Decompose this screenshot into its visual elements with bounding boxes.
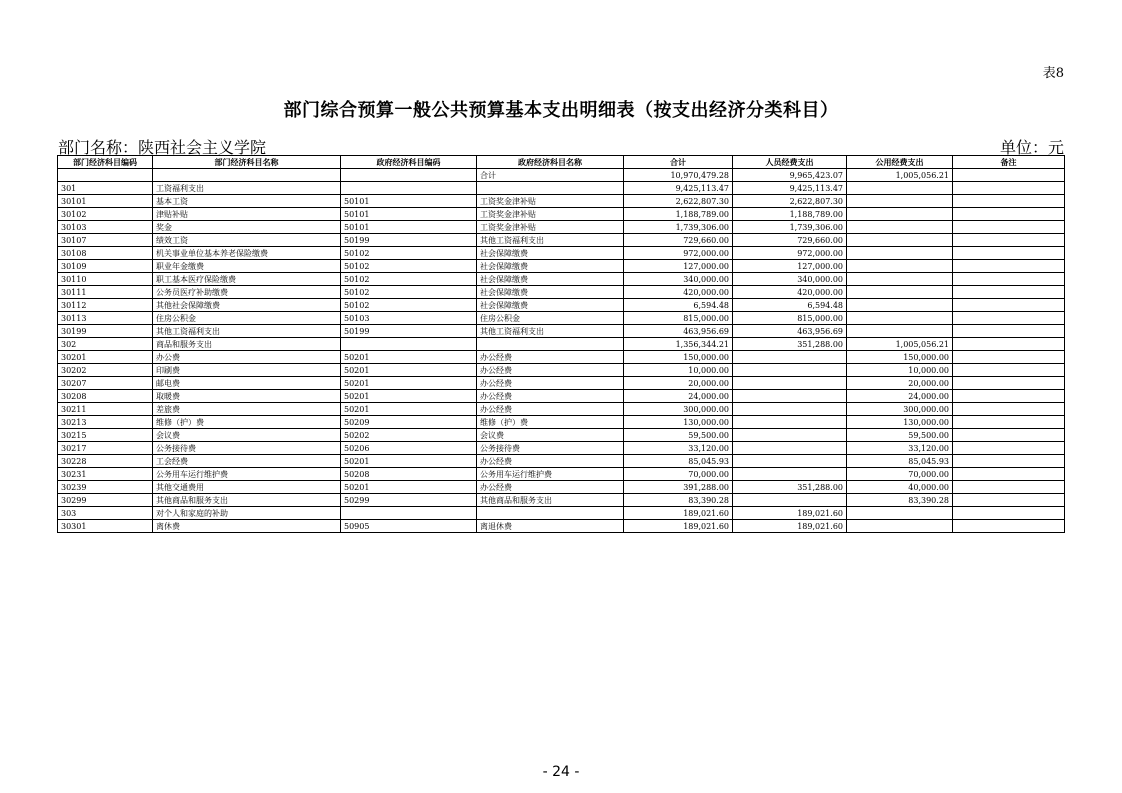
cell-gov-code: 50201	[341, 377, 477, 390]
cell-gov-code: 50201	[341, 351, 477, 364]
table-row	[58, 338, 1065, 351]
cell-public	[847, 208, 953, 221]
budget-table	[57, 155, 1065, 533]
cell-total: 1,739,306.00	[624, 221, 733, 234]
cell-total: 189,021.60	[624, 507, 733, 520]
col-header-gov-code: 政府经济科目编码	[341, 156, 477, 169]
cell-gov-code: 50201	[341, 455, 477, 468]
cell-total: 2,622,807.30	[624, 195, 733, 208]
cell-dept-name: 机关事业单位基本养老保险缴费	[153, 247, 341, 260]
cell-public	[847, 273, 953, 286]
cell-gov-name: 社会保障缴费	[477, 260, 624, 273]
cell-gov-code	[341, 338, 477, 351]
col-header-gov-name: 政府经济科目名称	[477, 156, 624, 169]
cell-gov-name: 工资奖金津补贴	[477, 195, 624, 208]
cell-gov-name: 办公经费	[477, 390, 624, 403]
cell-gov-code	[341, 507, 477, 520]
cell-gov-code: 50202	[341, 429, 477, 442]
col-header-public: 公用经费支出	[847, 156, 953, 169]
cell-dept-name: 商品和服务支出	[153, 338, 341, 351]
cell-dept-code: 30202	[58, 364, 153, 377]
cell-personnel: 340,000.00	[733, 273, 847, 286]
cell-total: 10,970,479.28	[624, 169, 733, 182]
cell-dept-name: 差旅费	[153, 403, 341, 416]
cell-personnel	[733, 390, 847, 403]
cell-gov-code: 50199	[341, 325, 477, 338]
cell-dept-code: 30199	[58, 325, 153, 338]
table-row	[58, 416, 1065, 429]
cell-dept-name: 绩效工资	[153, 234, 341, 247]
cell-note	[953, 325, 1065, 338]
cell-public	[847, 312, 953, 325]
cell-gov-name: 工资奖金津补贴	[477, 208, 624, 221]
cell-dept-name: 离休费	[153, 520, 341, 533]
cell-note	[953, 494, 1065, 507]
col-header-personnel: 人员经费支出	[733, 156, 847, 169]
cell-dept-code: 30201	[58, 351, 153, 364]
col-header-note: 备注	[953, 156, 1065, 169]
cell-personnel	[733, 351, 847, 364]
cell-note	[953, 442, 1065, 455]
cell-gov-name: 办公经费	[477, 455, 624, 468]
cell-public	[847, 299, 953, 312]
cell-gov-code: 50209	[341, 416, 477, 429]
cell-note	[953, 416, 1065, 429]
cell-personnel: 9,425,113.47	[733, 182, 847, 195]
cell-note	[953, 390, 1065, 403]
cell-note	[953, 273, 1065, 286]
cell-public	[847, 195, 953, 208]
table-number: 表8	[1042, 66, 1064, 81]
cell-gov-code: 50101	[341, 195, 477, 208]
cell-total: 20,000.00	[624, 377, 733, 390]
cell-dept-code: 30217	[58, 442, 153, 455]
cell-dept-code: 301	[58, 182, 153, 195]
cell-public	[847, 286, 953, 299]
cell-dept-code: 30111	[58, 286, 153, 299]
cell-total: 1,188,789.00	[624, 208, 733, 221]
cell-dept-code: 30101	[58, 195, 153, 208]
cell-gov-name: 住房公积金	[477, 312, 624, 325]
cell-total: 6,594.48	[624, 299, 733, 312]
cell-dept-code: 30239	[58, 481, 153, 494]
cell-note	[953, 364, 1065, 377]
table-row	[58, 286, 1065, 299]
cell-public: 300,000.00	[847, 403, 953, 416]
cell-note	[953, 208, 1065, 221]
table-row	[58, 507, 1065, 520]
cell-gov-name	[477, 182, 624, 195]
cell-personnel: 463,956.69	[733, 325, 847, 338]
cell-dept-name: 邮电费	[153, 377, 341, 390]
cell-total: 127,000.00	[624, 260, 733, 273]
cell-gov-name: 其他商品和服务支出	[477, 494, 624, 507]
cell-gov-code: 50102	[341, 260, 477, 273]
cell-total: 9,425,113.47	[624, 182, 733, 195]
cell-total: 189,021.60	[624, 520, 733, 533]
cell-public: 33,120.00	[847, 442, 953, 455]
cell-public: 70,000.00	[847, 468, 953, 481]
cell-personnel: 9,965,423.07	[733, 169, 847, 182]
cell-total: 420,000.00	[624, 286, 733, 299]
cell-dept-code: 30113	[58, 312, 153, 325]
cell-personnel: 189,021.60	[733, 507, 847, 520]
cell-dept-name: 其他社会保障缴费	[153, 299, 341, 312]
cell-gov-code	[341, 169, 477, 182]
cell-gov-name: 办公经费	[477, 403, 624, 416]
cell-gov-name: 合计	[477, 169, 624, 182]
cell-dept-name: 公务接待费	[153, 442, 341, 455]
cell-note	[953, 312, 1065, 325]
cell-gov-code: 50103	[341, 312, 477, 325]
cell-gov-code: 50201	[341, 390, 477, 403]
cell-personnel: 2,622,807.30	[733, 195, 847, 208]
cell-total: 1,356,344.21	[624, 338, 733, 351]
cell-dept-name: 职工基本医疗保险缴费	[153, 273, 341, 286]
cell-gov-name: 维修（护）费	[477, 416, 624, 429]
table-row	[58, 234, 1065, 247]
cell-public: 24,000.00	[847, 390, 953, 403]
cell-dept-name: 维修（护）费	[153, 416, 341, 429]
cell-dept-code: 30213	[58, 416, 153, 429]
cell-total: 340,000.00	[624, 273, 733, 286]
cell-dept-code: 30215	[58, 429, 153, 442]
cell-personnel	[733, 442, 847, 455]
table-row	[58, 325, 1065, 338]
cell-total: 59,500.00	[624, 429, 733, 442]
page-title: 部门综合预算一般公共预算基本支出明细表（按支出经济分类科目）	[283, 100, 839, 121]
table-row	[58, 169, 1065, 182]
cell-total: 83,390.28	[624, 494, 733, 507]
cell-dept-code: 30109	[58, 260, 153, 273]
cell-total: 463,956.69	[624, 325, 733, 338]
cell-gov-code: 50201	[341, 364, 477, 377]
cell-note	[953, 182, 1065, 195]
cell-personnel	[733, 377, 847, 390]
cell-gov-name: 其他工资福利支出	[477, 234, 624, 247]
cell-gov-name: 会议费	[477, 429, 624, 442]
cell-note	[953, 247, 1065, 260]
cell-dept-name: 奖金	[153, 221, 341, 234]
cell-gov-name: 办公经费	[477, 481, 624, 494]
cell-dept-code: 30108	[58, 247, 153, 260]
table-row	[58, 442, 1065, 455]
cell-note	[953, 338, 1065, 351]
cell-total: 70,000.00	[624, 468, 733, 481]
cell-note	[953, 351, 1065, 364]
cell-personnel: 1,739,306.00	[733, 221, 847, 234]
table-row	[58, 468, 1065, 481]
cell-dept-name: 其他交通费用	[153, 481, 341, 494]
table-row	[58, 221, 1065, 234]
table-row	[58, 364, 1065, 377]
table-row	[58, 182, 1065, 195]
cell-gov-name: 社会保障缴费	[477, 286, 624, 299]
cell-dept-code: 30208	[58, 390, 153, 403]
table-row	[58, 312, 1065, 325]
cell-public	[847, 520, 953, 533]
cell-note	[953, 260, 1065, 273]
cell-dept-name: 会议费	[153, 429, 341, 442]
cell-gov-name: 办公经费	[477, 351, 624, 364]
cell-public: 20,000.00	[847, 377, 953, 390]
cell-personnel	[733, 468, 847, 481]
table-row	[58, 208, 1065, 221]
cell-total: 972,000.00	[624, 247, 733, 260]
cell-personnel: 351,288.00	[733, 481, 847, 494]
cell-public: 150,000.00	[847, 351, 953, 364]
cell-dept-name: 对个人和家庭的补助	[153, 507, 341, 520]
table-row	[58, 195, 1065, 208]
cell-note	[953, 429, 1065, 442]
table-row	[58, 377, 1065, 390]
cell-note	[953, 468, 1065, 481]
cell-dept-code: 30103	[58, 221, 153, 234]
cell-dept-name: 取暖费	[153, 390, 341, 403]
cell-gov-code: 50206	[341, 442, 477, 455]
cell-gov-code: 50208	[341, 468, 477, 481]
cell-personnel: 972,000.00	[733, 247, 847, 260]
cell-personnel: 189,021.60	[733, 520, 847, 533]
cell-public	[847, 260, 953, 273]
cell-gov-code: 50201	[341, 403, 477, 416]
cell-dept-name: 印刷费	[153, 364, 341, 377]
cell-dept-name: 公务员医疗补助缴费	[153, 286, 341, 299]
table-row	[58, 273, 1065, 286]
cell-gov-code: 50201	[341, 481, 477, 494]
cell-public: 1,005,056.21	[847, 169, 953, 182]
cell-public	[847, 182, 953, 195]
table-row	[58, 351, 1065, 364]
cell-personnel	[733, 429, 847, 442]
cell-public	[847, 247, 953, 260]
cell-dept-code: 30207	[58, 377, 153, 390]
cell-total: 150,000.00	[624, 351, 733, 364]
cell-dept-code: 30112	[58, 299, 153, 312]
table-header-row	[58, 156, 1065, 169]
page-number: - 24 -	[542, 764, 580, 780]
col-header-dept-code: 部门经济科目编码	[58, 156, 153, 169]
cell-public	[847, 507, 953, 520]
cell-public: 1,005,056.21	[847, 338, 953, 351]
cell-gov-code: 50102	[341, 299, 477, 312]
cell-gov-name: 公务用车运行维护费	[477, 468, 624, 481]
cell-gov-name: 办公经费	[477, 377, 624, 390]
cell-dept-code	[58, 169, 153, 182]
cell-personnel	[733, 416, 847, 429]
cell-total: 33,120.00	[624, 442, 733, 455]
cell-dept-name: 其他商品和服务支出	[153, 494, 341, 507]
cell-note	[953, 507, 1065, 520]
cell-dept-name: 津贴补贴	[153, 208, 341, 221]
cell-dept-name: 办公费	[153, 351, 341, 364]
cell-gov-name: 公务接待费	[477, 442, 624, 455]
cell-total: 815,000.00	[624, 312, 733, 325]
cell-gov-name	[477, 507, 624, 520]
cell-dept-name: 其他工资福利支出	[153, 325, 341, 338]
cell-gov-name: 社会保障缴费	[477, 247, 624, 260]
cell-note	[953, 299, 1065, 312]
cell-total: 85,045.93	[624, 455, 733, 468]
cell-gov-code: 50299	[341, 494, 477, 507]
cell-public: 83,390.28	[847, 494, 953, 507]
cell-public	[847, 234, 953, 247]
cell-personnel: 127,000.00	[733, 260, 847, 273]
cell-gov-name: 办公经费	[477, 364, 624, 377]
cell-gov-name: 离退休费	[477, 520, 624, 533]
cell-dept-code: 30102	[58, 208, 153, 221]
cell-dept-code: 303	[58, 507, 153, 520]
table-row	[58, 494, 1065, 507]
cell-gov-code	[341, 182, 477, 195]
cell-note	[953, 520, 1065, 533]
cell-dept-code: 30301	[58, 520, 153, 533]
cell-dept-name: 工会经费	[153, 455, 341, 468]
cell-gov-code: 50101	[341, 208, 477, 221]
department-label: 部门名称：陕西社会主义学院	[58, 138, 267, 157]
cell-note	[953, 169, 1065, 182]
cell-dept-name: 住房公积金	[153, 312, 341, 325]
cell-dept-code: 30107	[58, 234, 153, 247]
cell-total: 130,000.00	[624, 416, 733, 429]
cell-total: 300,000.00	[624, 403, 733, 416]
cell-personnel	[733, 455, 847, 468]
cell-personnel: 420,000.00	[733, 286, 847, 299]
unit-label: 单位：元	[999, 138, 1064, 157]
cell-gov-code: 50199	[341, 234, 477, 247]
table-row	[58, 299, 1065, 312]
cell-note	[953, 377, 1065, 390]
cell-public: 10,000.00	[847, 364, 953, 377]
cell-dept-name: 公务用车运行维护费	[153, 468, 341, 481]
cell-dept-code: 30211	[58, 403, 153, 416]
cell-public: 85,045.93	[847, 455, 953, 468]
cell-public	[847, 221, 953, 234]
cell-dept-name: 职业年金缴费	[153, 260, 341, 273]
cell-note	[953, 403, 1065, 416]
cell-public: 59,500.00	[847, 429, 953, 442]
cell-gov-name	[477, 338, 624, 351]
cell-personnel: 351,288.00	[733, 338, 847, 351]
cell-total: 391,288.00	[624, 481, 733, 494]
cell-dept-name: 工资福利支出	[153, 182, 341, 195]
cell-dept-code: 30231	[58, 468, 153, 481]
cell-gov-code: 50102	[341, 247, 477, 260]
col-header-dept-name: 部门经济科目名称	[153, 156, 341, 169]
cell-total: 24,000.00	[624, 390, 733, 403]
cell-gov-name: 社会保障缴费	[477, 273, 624, 286]
table-row	[58, 390, 1065, 403]
cell-personnel: 1,188,789.00	[733, 208, 847, 221]
cell-note	[953, 221, 1065, 234]
cell-total: 729,660.00	[624, 234, 733, 247]
cell-note	[953, 455, 1065, 468]
cell-note	[953, 481, 1065, 494]
cell-dept-code: 30110	[58, 273, 153, 286]
cell-gov-code: 50102	[341, 286, 477, 299]
cell-public: 130,000.00	[847, 416, 953, 429]
cell-dept-name: 基本工资	[153, 195, 341, 208]
cell-public: 40,000.00	[847, 481, 953, 494]
cell-dept-name	[153, 169, 341, 182]
cell-personnel	[733, 364, 847, 377]
cell-personnel	[733, 494, 847, 507]
cell-personnel: 6,594.48	[733, 299, 847, 312]
cell-gov-code: 50101	[341, 221, 477, 234]
table-row	[58, 429, 1065, 442]
cell-gov-name: 工资奖金津补贴	[477, 221, 624, 234]
cell-personnel: 729,660.00	[733, 234, 847, 247]
cell-note	[953, 234, 1065, 247]
cell-gov-name: 其他工资福利支出	[477, 325, 624, 338]
cell-dept-code: 30299	[58, 494, 153, 507]
cell-dept-code: 302	[58, 338, 153, 351]
cell-gov-code: 50905	[341, 520, 477, 533]
cell-note	[953, 195, 1065, 208]
cell-gov-code: 50102	[341, 273, 477, 286]
table-row	[58, 455, 1065, 468]
cell-public	[847, 325, 953, 338]
table-row	[58, 520, 1065, 533]
table-row	[58, 481, 1065, 494]
table-row	[58, 247, 1065, 260]
cell-gov-name: 社会保障缴费	[477, 299, 624, 312]
cell-total: 10,000.00	[624, 364, 733, 377]
table-row	[58, 260, 1065, 273]
cell-personnel: 815,000.00	[733, 312, 847, 325]
table-row	[58, 403, 1065, 416]
col-header-total: 合计	[624, 156, 733, 169]
cell-personnel	[733, 403, 847, 416]
cell-note	[953, 286, 1065, 299]
cell-dept-code: 30228	[58, 455, 153, 468]
